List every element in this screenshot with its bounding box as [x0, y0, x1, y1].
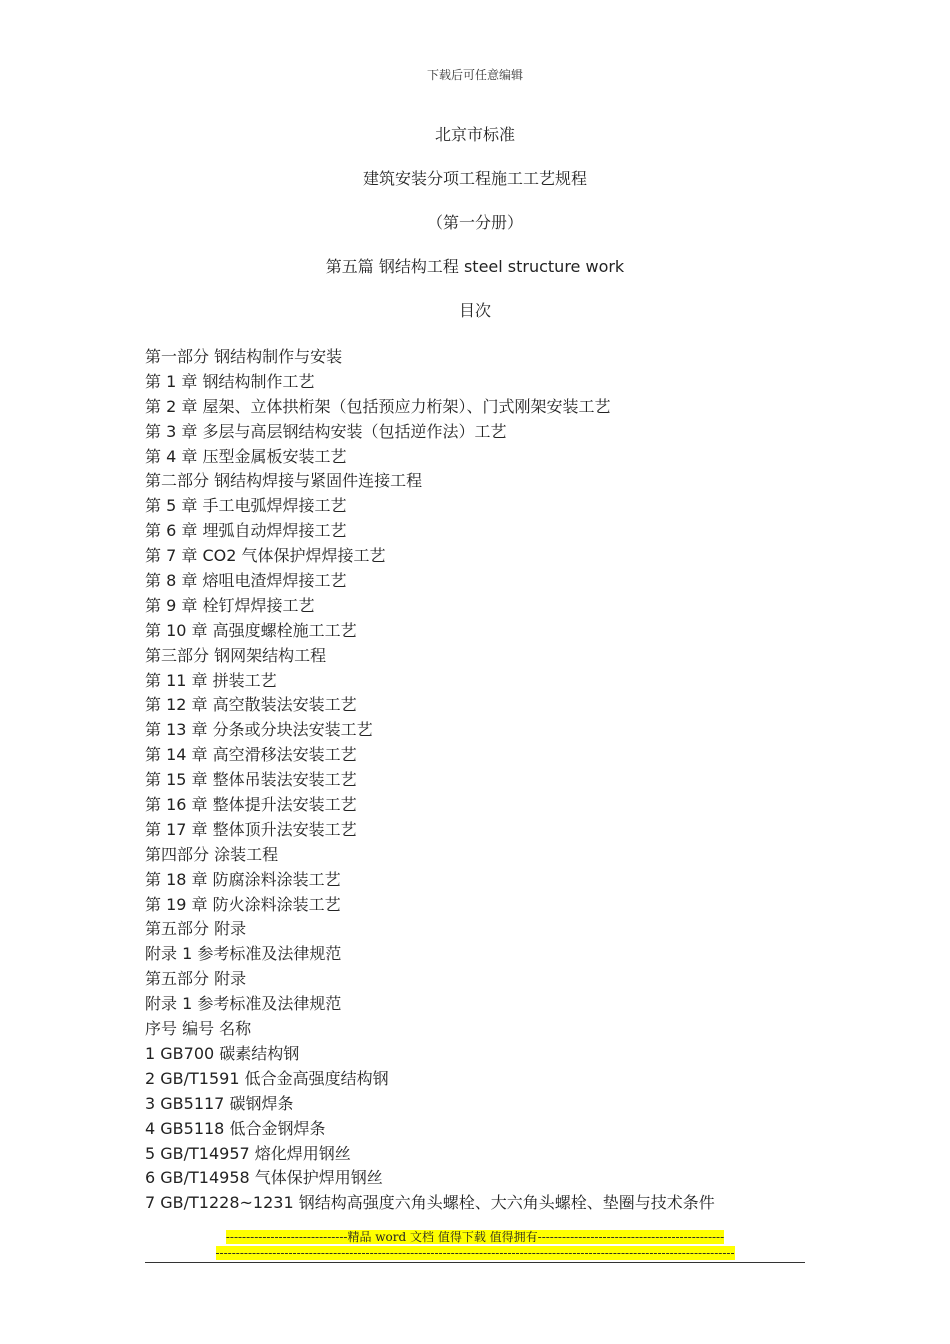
- toc-item: 第 7 章 CO2 气体保护焊焊接工艺: [145, 546, 386, 566]
- toc-item: 第 16 章 整体提升法安装工艺: [145, 795, 357, 815]
- toc-item: 附录 1 参考标准及法律规范: [145, 994, 342, 1014]
- toc-item: 第 10 章 高强度螺栓施工工艺: [145, 620, 357, 640]
- toc-item: 第五部分 附录: [145, 919, 247, 939]
- toc-item: 第 15 章 整体吊装法安装工艺: [145, 770, 357, 790]
- footer-banner-top: [0, 1230, 950, 1244]
- toc-item: 第 9 章 栓钉焊焊接工艺: [145, 595, 315, 615]
- standards-table-header: 序号 编号 名称: [145, 1019, 252, 1039]
- toc-item: 第一部分 钢结构制作与安装: [145, 347, 343, 366]
- toc-item: 附录 1 参考标准及法律规范: [145, 944, 342, 964]
- toc-item: 第 6 章 埋弧自动焊焊接工艺: [145, 521, 347, 541]
- toc-item: 第 19 章 防火涂料涂装工艺: [145, 894, 341, 914]
- toc-heading: 目次: [458, 301, 491, 320]
- footer-banner-bottom: [0, 1246, 950, 1260]
- toc-item: 第 1 章 钢结构制作工艺: [145, 371, 315, 391]
- toc-item: 第二部分 钢结构焊接与紧固件连接工程: [145, 471, 423, 491]
- part-title: 第五篇 钢结构工程 steel structure work: [325, 257, 625, 276]
- standards-row: 2 GB/T1591 低合金高强度结构钢: [145, 1068, 389, 1088]
- footer-rule: [145, 1262, 805, 1263]
- toc-item: 第 12 章 高空散装法安装工艺: [145, 695, 357, 715]
- toc-item: 第 14 章 高空滑移法安装工艺: [145, 745, 357, 765]
- toc-item: 第 2 章 屋架、立体拱桁架（包括预应力桁架）、门式刚架安装工艺: [145, 396, 611, 416]
- toc-item: 第 3 章 多层与高层钢结构安装（包括逆作法）工艺: [145, 421, 507, 441]
- standards-row: 7 GB/T1228~1231 钢结构高强度六角头螺栓、大六角头螺栓、垫圈与技术条件: [145, 1193, 715, 1213]
- standards-row: 5 GB/T14957 熔化焊用钢丝: [145, 1143, 351, 1163]
- document-title: 建筑安装分项工程施工工艺规程: [362, 169, 587, 188]
- standards-row: 4 GB5118 低合金钢焊条: [145, 1118, 326, 1138]
- toc-item: 第 11 章 拼装工艺: [145, 670, 277, 690]
- table-of-contents: [145, 345, 825, 1216]
- toc-item: 第 8 章 熔咀电渣焊焊接工艺: [145, 571, 347, 591]
- footer-dash-line: --------------------------------------------------------------------------------------------------------------------------------: [215, 1246, 735, 1260]
- footer-banner-text: ------------------------------精品 word 文档 值得下载 值得拥有----------------------------------------------: [225, 1230, 725, 1244]
- toc-item: 第 17 章 整体顶升法安装工艺: [145, 819, 357, 839]
- standards-row: 6 GB/T14958 气体保护焊用钢丝: [145, 1168, 383, 1188]
- toc-item: 第五部分 附录: [145, 969, 247, 989]
- toc-item: 第 18 章 防腐涂料涂装工艺: [145, 869, 341, 889]
- standards-row: 1 GB700 碳素结构钢: [145, 1043, 300, 1063]
- toc-item: 第 4 章 压型金属板安装工艺: [145, 446, 347, 466]
- title-block: [0, 124, 950, 344]
- toc-item: 第三部分 钢网架结构工程: [145, 645, 327, 665]
- header-note: 下载后可任意编辑: [426, 68, 523, 82]
- volume-label: （第一分册）: [426, 213, 523, 232]
- toc-item: 第四部分 涂装工程: [145, 844, 279, 864]
- toc-item: 第 13 章 分条或分块法安装工艺: [145, 720, 373, 740]
- standard-title: 北京市标准: [434, 125, 515, 144]
- toc-item: 第 5 章 手工电弧焊焊接工艺: [145, 496, 347, 516]
- standards-row: 3 GB5117 碳钢焊条: [145, 1093, 294, 1113]
